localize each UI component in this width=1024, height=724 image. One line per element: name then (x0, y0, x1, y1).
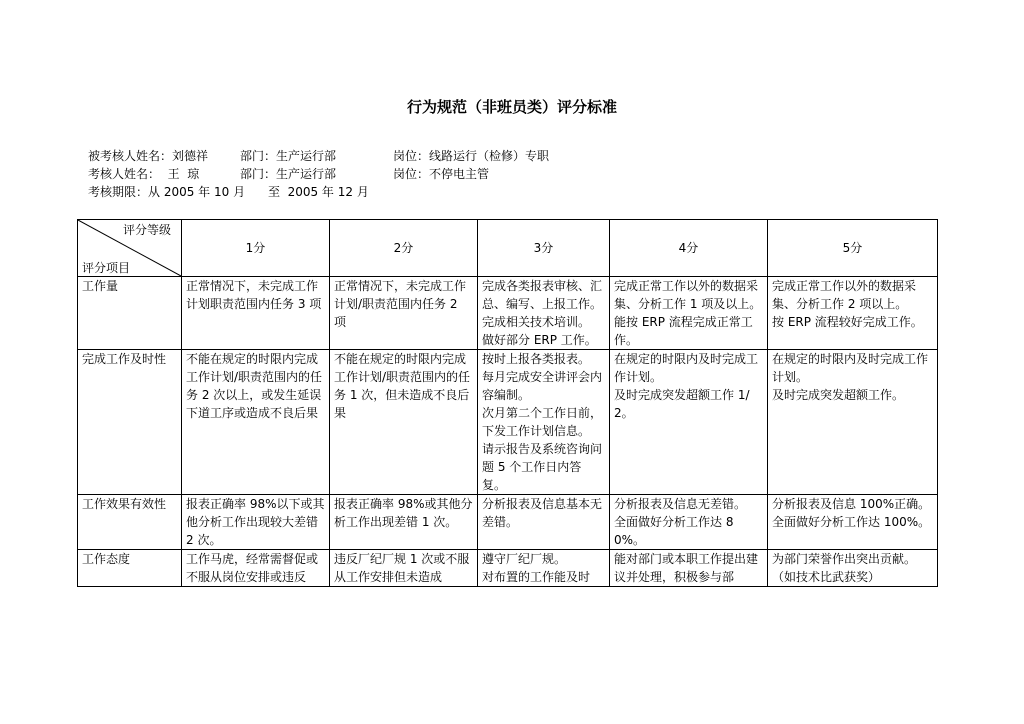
criterion-cell (182, 550, 330, 587)
corner-item-label: 评分项目 (82, 261, 131, 275)
criterion-text: 次月第二个工作日前，下发工作计划信息。 (482, 406, 603, 438)
criterion-cell (610, 350, 768, 495)
criterion-cell (478, 277, 610, 350)
criterion-cell (768, 277, 938, 350)
criterion-text: 做好部分 ERP 工作。 (482, 333, 597, 347)
criterion-cell (768, 495, 938, 550)
table-row (78, 350, 938, 495)
criterion-text: 正常情况下，未完成工作计划职责范围内任务 3 项 (186, 279, 322, 311)
table-row (78, 277, 938, 350)
criterion-text: 在规定的时限内及时完成工作计划。 (772, 352, 929, 384)
criterion-cell (182, 350, 330, 495)
criterion-text: 为部门荣誉作出突出贡献。（如技术比武获奖） (772, 552, 917, 584)
criterion-cell (478, 495, 610, 550)
criterion-cell (330, 277, 478, 350)
criterion-name: 完成工作及时性 (78, 350, 182, 495)
criterion-text: 全面做好分析工作达 80%。 (614, 515, 734, 547)
criterion-cell (768, 350, 938, 495)
examiner-name: 考核人姓名： 王 琼 (88, 167, 200, 181)
criterion-cell (182, 277, 330, 350)
grade-header: 2分 (330, 220, 478, 277)
examinee-name: 被考核人姓名：刘德祥 (88, 149, 209, 163)
criterion-cell (182, 495, 330, 550)
criterion-name: 工作量 (78, 277, 182, 350)
table-header-row (78, 220, 938, 277)
criterion-text: 按时上报各类报表。 (482, 352, 591, 366)
criterion-cell (610, 495, 768, 550)
examiner-position: 岗位：不停电主管 (393, 167, 490, 181)
criterion-text: 能按 ERP 流程完成正常工作。 (614, 315, 753, 347)
document-title: 行为规范（非班员类）评分标准 (406, 98, 617, 116)
assessment-period: 考核期限：从 2005 年 10 月 至 2005 年 12 月 (88, 185, 369, 199)
criterion-text: 在规定的时限内及时完成工作计划。 (614, 352, 759, 384)
criterion-name: 工作效果有效性 (78, 495, 182, 550)
examinee-department: 部门：生产运行部 (240, 149, 337, 163)
criterion-text: 报表正确率 98%以下或其他分析工作出现较大差错 2 次。 (186, 497, 325, 547)
table-row (78, 550, 938, 587)
criterion-text: 违反厂纪厂规 1 次或不服从工作安排但未造成 (334, 552, 470, 584)
criterion-text: 分析报表及信息基本无差错。 (482, 497, 603, 529)
criterion-text: 完成相关技术培训。 (482, 315, 591, 329)
criterion-text: 完成各类报表审核、汇总、编写、上报工作。 (482, 279, 603, 311)
criterion-text: 不能在规定的时限内完成工作计划/职责范围内的任务 2 次以上，或发生延误下道工序或造成不良后果 (186, 352, 323, 420)
criterion-text: 正常情况下，未完成工作计划/职责范围内任务 2 项 (334, 279, 467, 329)
criterion-text: 请示报告及系统咨询问题 5 个工作日内答复。 (482, 442, 603, 492)
criterion-text: 对布置的工作能及时 (482, 570, 591, 584)
corner-grade-label: 评分等级 (122, 223, 171, 237)
criterion-cell (330, 550, 478, 587)
examiner-department: 部门：生产运行部 (240, 167, 337, 181)
criterion-cell (610, 550, 768, 587)
criterion-text: 全面做好分析工作达 100%。 (772, 515, 931, 529)
table-corner-cell (78, 220, 182, 277)
criterion-text: 能对部门或本职工作提出建议并处理，积极参与部 (614, 552, 759, 584)
criterion-text: 报表正确率 98%或其他分析工作出现差错 1 次。 (334, 497, 473, 529)
scoring-table (77, 219, 938, 587)
criterion-cell (768, 550, 938, 587)
info-row-examinee (88, 149, 549, 163)
criterion-cell (330, 495, 478, 550)
grade-header: 3分 (478, 220, 610, 277)
criterion-text: 每月完成安全讲评会内容编制。 (482, 370, 603, 402)
table-row (78, 495, 938, 550)
criterion-text: 完成正常工作以外的数据采集、分析工作 2 项以上。 (772, 279, 917, 311)
criterion-text: 工作马虎，经常需督促或不服从岗位安排或违反 (186, 552, 319, 584)
info-row-examiner (88, 167, 489, 181)
criterion-text: 完成正常工作以外的数据采集、分析工作 1 项及以上。 (614, 279, 762, 311)
criterion-cell (610, 277, 768, 350)
grade-header: 1分 (182, 220, 330, 277)
examinee-position: 岗位：线路运行（检修）专职 (393, 149, 550, 163)
criterion-text: 分析报表及信息 100%正确。 (772, 497, 931, 511)
criterion-cell (478, 350, 610, 495)
criterion-cell (478, 550, 610, 587)
criterion-cell (330, 350, 478, 495)
grade-header: 5分 (768, 220, 938, 277)
criterion-text: 不能在规定的时限内完成工作计划/职责范围内的任务 1 次，但未造成不良后果 (334, 352, 471, 420)
criterion-text: 及时完成突发超额工作。 (772, 388, 905, 402)
criterion-text: 及时完成突发超额工作 1/2。 (614, 388, 750, 420)
criterion-text: 遵守厂纪厂规。 (482, 552, 567, 566)
criterion-name: 工作态度 (78, 550, 182, 587)
criterion-text: 分析报表及信息无差错。 (614, 497, 747, 511)
grade-header: 4分 (610, 220, 768, 277)
criterion-text: 按 ERP 流程较好完成工作。 (772, 315, 923, 329)
